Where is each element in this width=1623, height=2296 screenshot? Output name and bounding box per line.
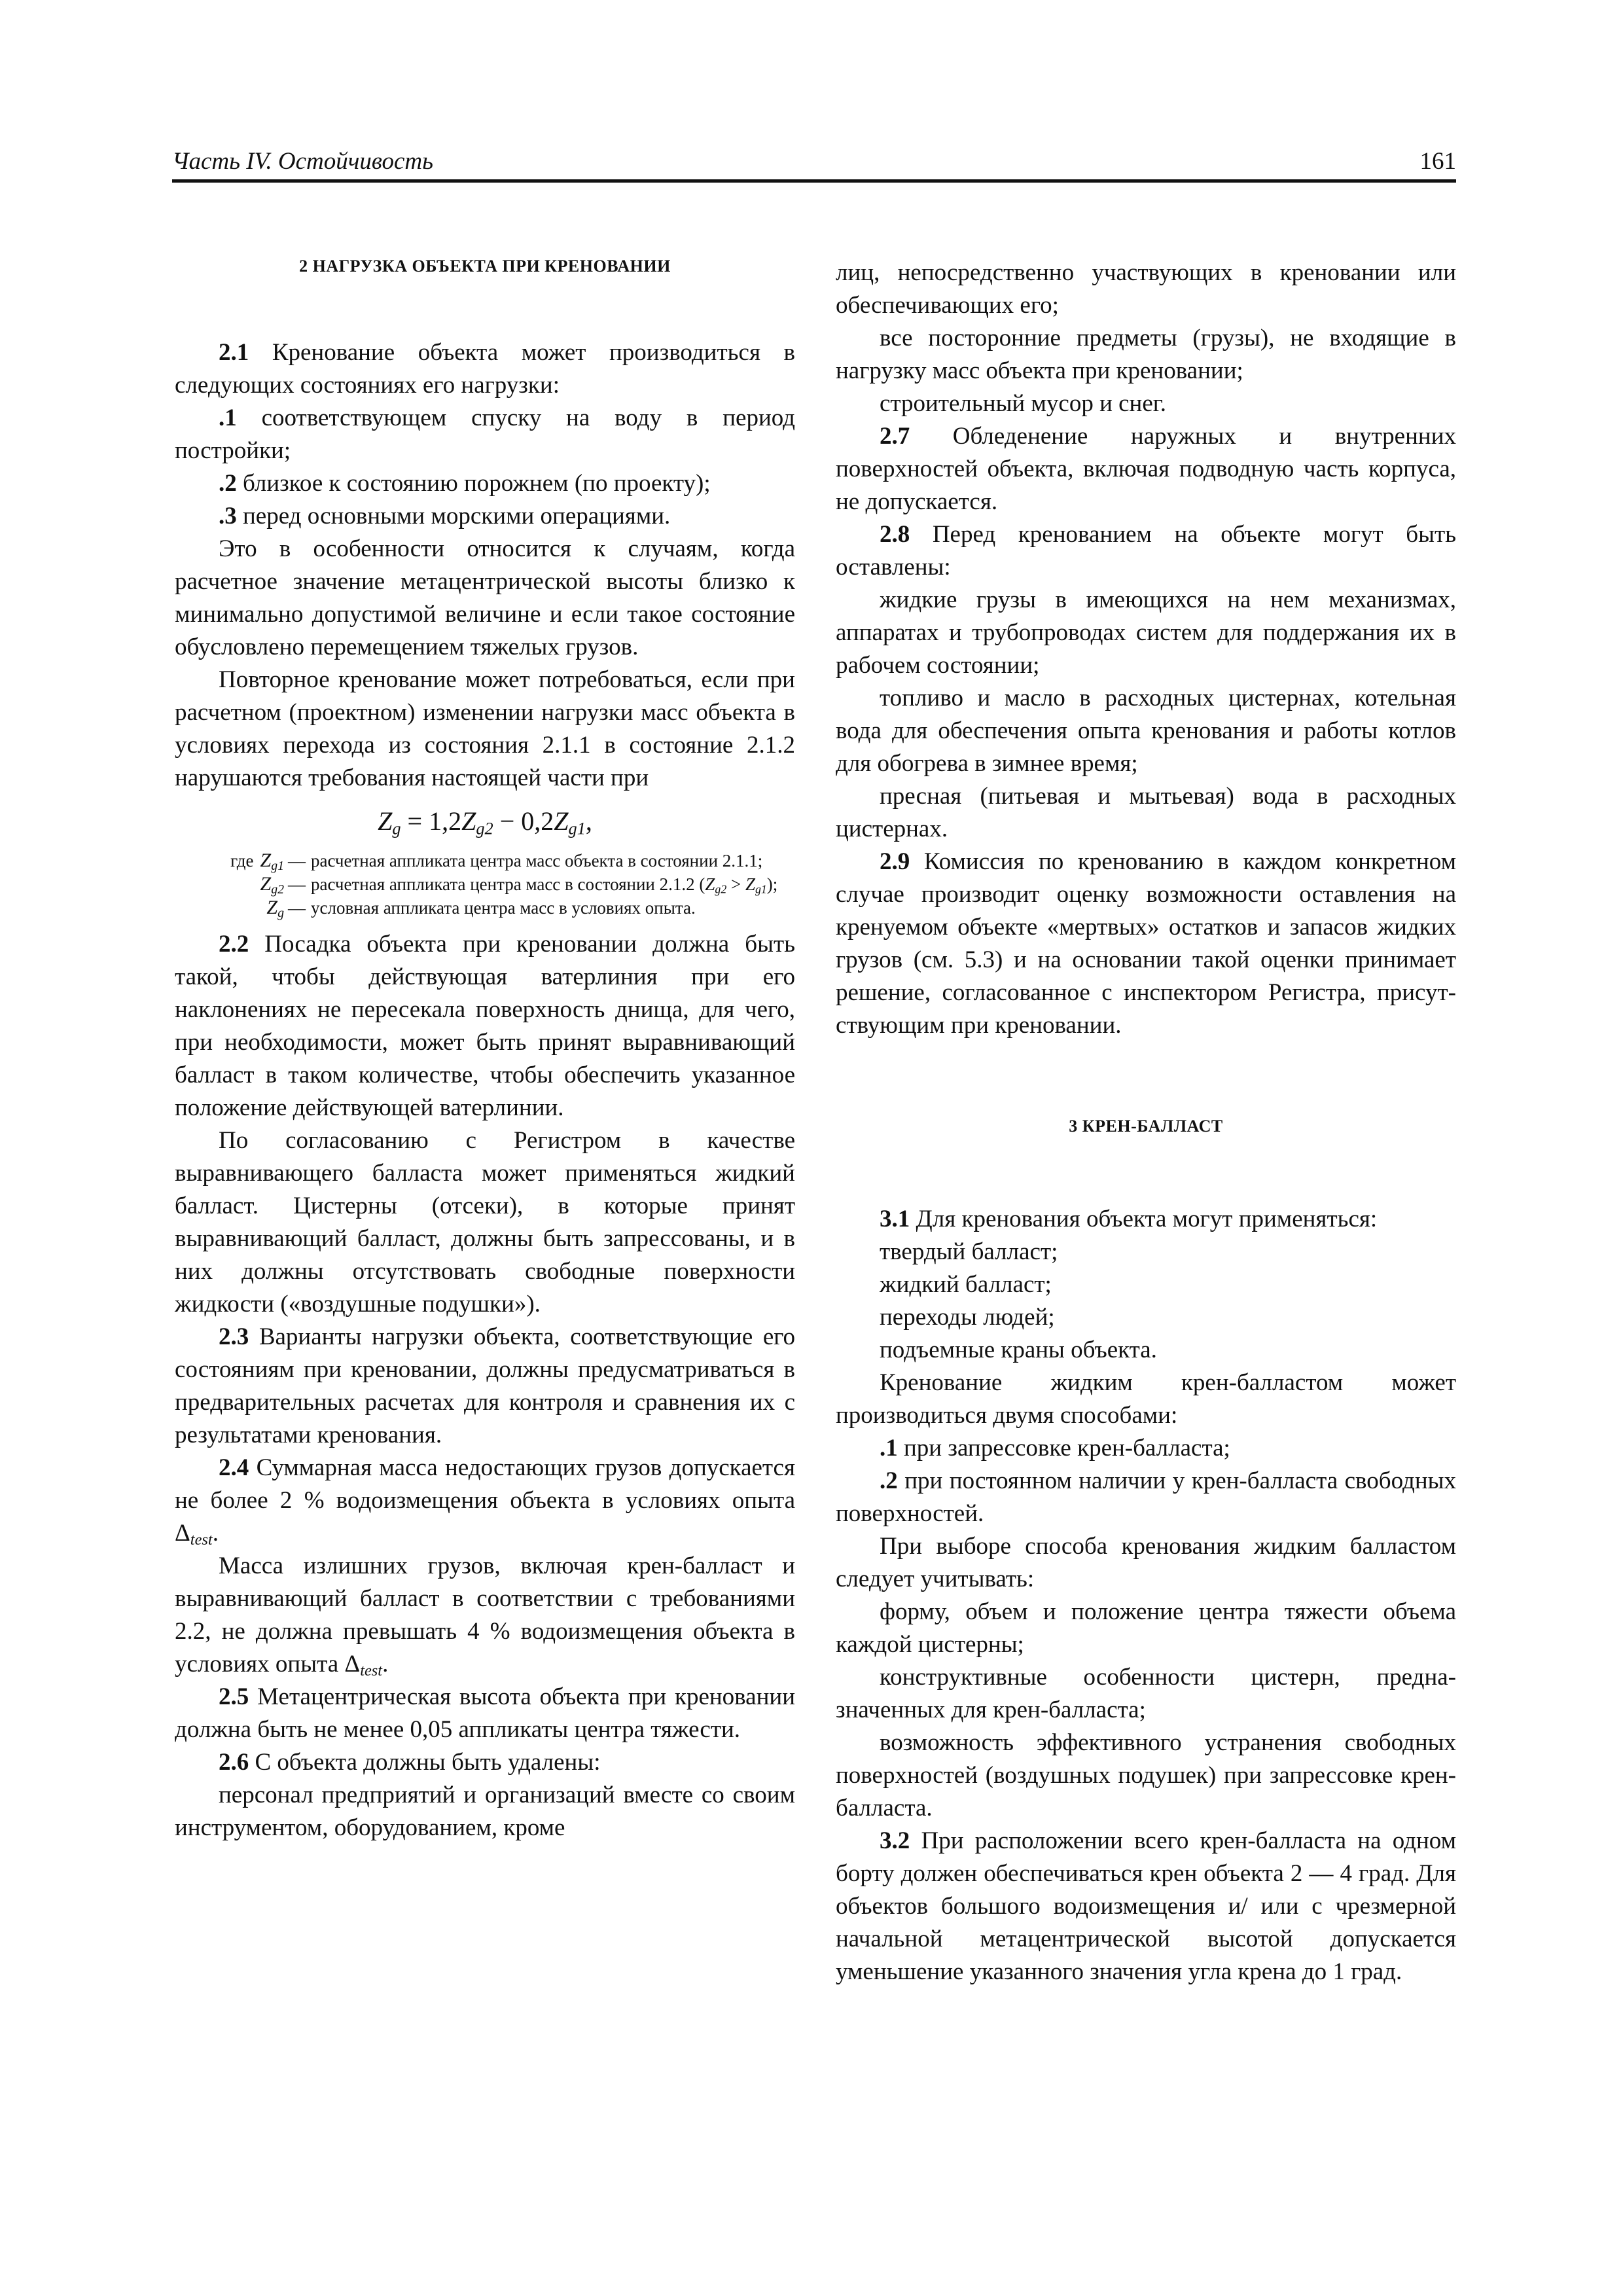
definition-zg: $Z_g$ — условная аппликата центра масс в условиях опыта. [266,897,696,920]
paragraph-liquid-loads: жидкие грузы в имеющихся на нем механизмах, аппаратах и трубопроводах систем для поддержания их в рабочем состоянии; [836,586,1456,679]
list-item-shape: форму, объем и положение центра тяжести объема каждой цистерны; [836,1598,1456,1658]
paragraph-2-7: 2.7 Обледенение наружных и внутренних поверхностей объекта, включая подводную часть корпуса, не допускается. [836,423,1456,515]
paragraph-2-4: 2.4 Суммарная масса недостающих грузов допускается не более 2 % водоизмещения объекта в условиях опыта $\Delta_{test}$. [175,1454,795,1549]
section-3-title: 3 КРЕН-БАЛЛАСТ [1069,1117,1223,1136]
paragraph-2-3: 2.3 Варианты нагрузки объекта, соответствующие его состояниям при креновании, должны предусматриваться в предварительных расчетах для контроля и сравнения их с результатами кренования. [175,1323,795,1448]
list-item-2-1-2: .2 близкое к состоянию порожнем (по проекту); [219,470,711,497]
paragraph-agreement: По согласованию с Регистром в качестве выравнивающего балласта может применяться жидкий балласт. Цистерны (отсеки), в которые принят выравнивающий балласт, должны быть запрессованы, и в них должны отсутствовать свободные поверхности жидкости («воздушные подушки»). [175,1127,795,1318]
left-column [175,257,795,1844]
paragraph-repeat-inclining: Повторное кренование может потребоваться, если при расчетном (проектном) изменении нагрузки масс объекта в условиях перехода из состояния 2.1.1 в состояние 2.1.2 нарушаются требования настоящей части при [175,666,795,791]
paragraph-personnel: персонал предприятий и организаций вместе со своим инструментом, оборудованием, кроме [175,1782,795,1841]
list-item-cranes: подъемные краны объекта. [880,1336,1157,1363]
paragraph-continuation: лиц, непосредственно участвующих в креновании или обеспечивающих его; [836,259,1456,319]
paragraph-methods: Кренование жидким крен-балластом может производиться двумя способами: [836,1369,1456,1429]
paragraph-fresh-water: пресная (питьевая и мытьевая) вода в расходных цистернах. [836,783,1456,842]
paragraph-3-1: 3.1 Для кренования объекта могут применяться: [880,1206,1378,1232]
paragraph-2-1: 2.1 Кренование объекта может производиться в следующих состояниях его нагрузки: [175,339,795,399]
list-item-solid-ballast: твердый балласт; [880,1238,1058,1265]
list-item-2-1-3: .3 перед основными морскими операциями. [219,503,671,529]
section-2-title: 2 НАГРУЗКА ОБЪЕКТА ПРИ КРЕНОВАНИИ [299,257,671,276]
list-item-design: конструктивные особенности цистерн, предназначенных для крен-балласта; [836,1664,1456,1723]
paragraph-fuel: топливо и масло в расходных цистернах, котельная вода для обеспечения опыта кренования и работы котлов для обогрева в зимнее время; [836,685,1456,777]
running-title: Часть IV. Остойчивость [172,148,433,175]
definition-zg1: где $Z_{g1}$ — расчетная аппликата центра масс объекта в состоянии 2.1.1; [230,850,763,873]
list-item-method-2: .2 при постоянном наличии у крен-балласта свободных поверхностей. [836,1467,1456,1527]
list-item-method-1: .1 при запрессовке крен-балласта; [880,1435,1230,1462]
paragraph-2-9: 2.9 Комиссия по кренованию в каждом конкретном случае производит оценку возможности оставления на кренуемом объекте «мертвых» остатков и запасов жидких грузов (см. 5.3) и на основании такой оценки принимает решение, согласованное с инспектором Регистра, присутствующим при креновании. [836,848,1456,1039]
page-header [172,143,1456,183]
list-item-elimination: возможность эффективного устранения свободных поверхностей (воздушных подушек) при запрессовке крен-балласта. [836,1729,1456,1821]
definition-zg2: $Z_{g2}$ — расчетная аппликата центра масс в состоянии 2.1.2 $(Z_{g2} > Z_{g1})$; [260,873,778,897]
formula-definitions [175,850,795,919]
paragraph-2-6: 2.6 С объекта должны быть удалены: [219,1749,601,1776]
formula-zg: $Z_g = 1,2Z_{g2} - 0,2Z_{g1}$, [378,806,592,838]
list-item-people: переходы людей; [880,1304,1055,1331]
paragraph-2-2: 2.2 Посадка объекта при креновании должна быть такой, чтобы действующая ватерлиния при его наклонениях не пересекала поверхность днища, для чего, при необходимости, может быть принят выравнивающий балласт в таком количестве, чтобы обеспечить указанное положение действующей ватерлинии. [175,931,795,1121]
list-item-2-1-1: .1 соответствующем спуску на воду в период постройки; [175,404,795,464]
right-column [836,257,1456,1988]
paragraph-excess-mass: Масса излишних грузов, включая крен-балласт и выравнивающий балласт в соответствии с требованиями 2.2, не должна превышать 4 % водоизмещения объекта в условиях опыта $\Delta_{test}$. [175,1552,795,1680]
paragraph-2-8: 2.8 Перед кренованием на объекте могут быть оставлены: [836,521,1456,581]
page-number: 161 [1419,148,1456,175]
paragraph-special-cases: Это в особенности относится к случаям, когда расчетное значение метацентрической высоты близко к минимально допустимой величине и если такое состояние обусловлено перемещением тяжелых грузов. [175,535,795,660]
paragraph-3-2: 3.2 При расположении всего крен-балласта на одном борту должен обеспечиваться крен объекта 2 — 4 град. Для объектов большого водоизмещения и/ или с чрезмерной начальной метацентрической высотой допускается уменьшение указанного значения угла крена до 1 град. [836,1827,1456,1985]
paragraph-choice: При выборе способа кренования жидким балластом следует учитывать: [836,1533,1456,1592]
paragraph-foreign-objects: все посторонние предметы (грузы), не входящие в нагрузку масс объекта при креновании; [836,325,1456,384]
list-item-liquid-ballast: жидкий балласт; [880,1271,1052,1298]
paragraph-2-5: 2.5 Метацентрическая высота объекта при креновании должна быть не менее 0,05 аппликаты центра тяжести. [175,1683,795,1743]
paragraph-debris: строительный мусор и снег. [880,390,1167,417]
